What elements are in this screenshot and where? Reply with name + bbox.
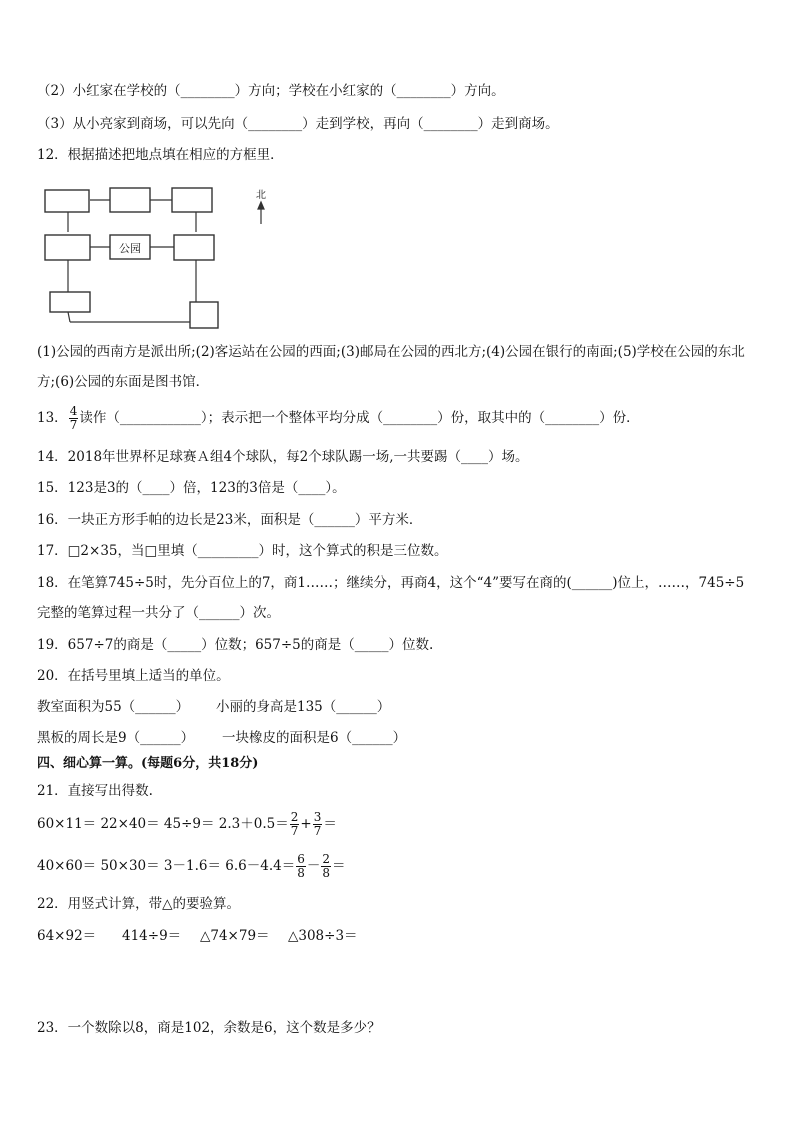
section-four-title: 四、细心算一算。(每题6分，共18分) xyxy=(37,756,259,771)
fraction-2-7: $\frac{2}{7}$ xyxy=(290,810,299,838)
fraction-6-8: $\frac{6}{8}$ xyxy=(297,852,305,880)
map-park-label: 公园 xyxy=(119,242,141,255)
equals-sign: ＝ xyxy=(332,858,346,874)
q22-item4: △308÷3＝ xyxy=(288,928,358,944)
q17: 17．□2×35，当□里填（_________）时，这个算式的积是三位数。 xyxy=(37,543,448,559)
equals-sign: ＝ xyxy=(323,816,337,832)
q20-title: 20．在括号里填上适当的单位。 xyxy=(37,668,230,684)
q19: 19．657÷7的商是（_____）位数；657÷5的商是（_____）位数. xyxy=(37,637,434,653)
q20-item-blackboard: 黑板的周长是9（______） xyxy=(37,730,195,746)
q12-desc-line2: 方;(6)公园的东面是图书馆． xyxy=(37,374,210,390)
q12-desc-line1: (1)公园的西南方是派出所;(2)客运站在公园的西面;(3)邮局在公园的西北方;(4)公园在银行的南面;(5)学校在公园的东北 xyxy=(37,344,745,360)
map-box-south xyxy=(190,302,218,328)
q15: 15．123是3的（____）倍，123的3倍是（____）。 xyxy=(37,480,346,496)
q20-item-height: 小丽的身高是135（______） xyxy=(216,699,391,715)
q23: 23．一个数除以8，商是102，余数是6，这个数是多少？ xyxy=(37,1020,381,1036)
q21-row2-text: 40×60＝ 50×30＝ 3－1.6＝ 6.6－4.4＝ xyxy=(37,858,296,874)
direction-map-diagram xyxy=(40,180,280,330)
q13-fraction: $\frac{4}{7}$ xyxy=(69,404,78,432)
map-box-east xyxy=(174,235,214,260)
q20-item-eraser: 一块橡皮的面积是6（______） xyxy=(222,730,407,746)
map-box-southwest xyxy=(50,292,90,312)
q18-line2: 完整的笔算过程一共分了（______）次。 xyxy=(37,605,280,621)
fraction-3-7: $\frac{3}{7}$ xyxy=(313,810,322,838)
q11-part3: （3）从小亮家到商场，可以先向（________）走到学校，再向（________）走到商场。 xyxy=(37,116,559,132)
q13 xyxy=(37,402,640,434)
q21-title: 21．直接写出得数. xyxy=(37,783,153,799)
map-box-northeast xyxy=(172,188,212,212)
q11-part2: （2）小红家在学校的（________）方向；学校在小红家的（________）方向。 xyxy=(37,83,505,99)
q12-title: 12．根据描述把地点填在相应的方框里． xyxy=(37,147,284,163)
q16: 16．一块正方形手帕的边长是23米，面积是（______）平方米． xyxy=(37,512,423,528)
q21-row1 xyxy=(37,808,337,840)
north-arrow-icon xyxy=(258,202,264,224)
map-box-west xyxy=(45,235,90,260)
q22-item2: 414÷9＝ xyxy=(122,928,182,944)
north-label: 北 xyxy=(256,190,266,201)
q21-row2 xyxy=(37,850,346,882)
map-box-north xyxy=(110,188,150,212)
q13-text: 读作（____________）；表示把一个整体平均分成（________）份，取其中的（________）份． xyxy=(79,410,640,426)
q22-item1: 64×92＝ xyxy=(37,928,97,944)
minus-sign: － xyxy=(306,858,321,874)
fraction-2-8: $\frac{2}{8}$ xyxy=(322,852,330,880)
q21-row1-text: 60×11＝ 22×40＝ 45÷9＝ 2.3＋0.5＝ xyxy=(37,816,289,832)
q20-item-classroom: 教室面积为55（______） xyxy=(37,699,190,715)
q22-title: 22．用竖式计算，带△的要验算。 xyxy=(37,896,241,912)
q18-line1: 18．在笔算745÷5时，先分百位上的7，商1……；继续分，再商4，这个“4”要写在商的(______)位上，……，745÷5 xyxy=(37,575,745,591)
map-box-northwest xyxy=(45,190,89,212)
plus-sign: + xyxy=(300,816,312,832)
q14: 14．2018年世界杯足球赛Ａ组4个球队，每2个球队踢一场,一共要踢（____）场。 xyxy=(37,449,529,465)
q22-item3: △74×79＝ xyxy=(200,928,270,944)
q13-number: 13． xyxy=(37,410,68,426)
